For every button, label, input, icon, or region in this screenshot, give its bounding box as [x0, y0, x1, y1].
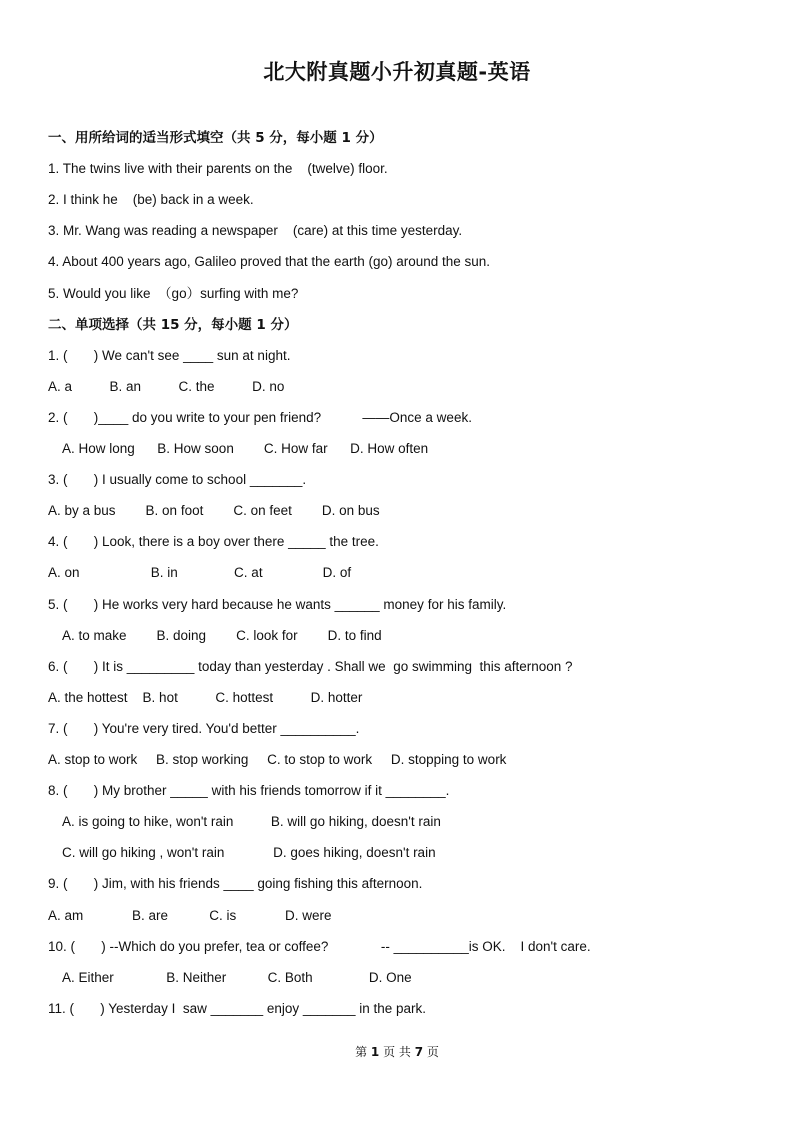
total-page-count: 7 [414, 1045, 424, 1059]
document-line: 2. ( )____ do you write to your pen friend? ——Once a week. [48, 409, 472, 425]
section-heading: 一、用所给词的适当形式填空（共 5 分，每小题 1 分） [48, 130, 383, 146]
document-line: A. am B. are C. is D. were [48, 907, 332, 923]
document-line: 6. ( ) It is _________ today than yesterday . Shall we go swimming this afternoon ? [48, 658, 573, 674]
document-line: A. a B. an C. the D. no [48, 378, 285, 394]
document-line: A. to make B. doing C. look for D. to find [62, 627, 382, 643]
document-line: 1. ( ) We can't see ____ sun at night. [48, 347, 291, 363]
page-footer [0, 1043, 794, 1060]
document-line: 3. Mr. Wang was reading a newspaper (care) at this time yesterday. [48, 223, 463, 239]
document-line: 10. ( ) --Which do you prefer, tea or coffee? -- __________is OK. I don't care. [48, 938, 591, 954]
document-line: 7. ( ) You're very tired. You'd better __________. [48, 720, 360, 736]
document-line: 9. ( ) Jim, with his friends ____ going fishing this afternoon. [48, 876, 423, 892]
document-line: 2. I think he (be) back in a week. [48, 192, 254, 208]
document-line: 5. Would you like （go）surfing with me? [48, 285, 299, 301]
footer-suffix: 页 [423, 1045, 439, 1059]
document-line: A. How long B. How soon C. How far D. How often [62, 441, 429, 456]
footer-middle: 页 共 [379, 1045, 415, 1059]
document-line: A. by a bus B. on foot C. on feet D. on bus [48, 503, 380, 519]
section-heading: 二、单项选择（共 15 分，每小题 1 分） [48, 316, 298, 333]
document-line: 1. The twins live with their parents on the (twelve) floor. [48, 161, 388, 177]
document-line: 8. ( ) My brother _____ with his friends tomorrow if it ________. [48, 783, 450, 799]
document-line: A. is going to hike, won't rain B. will go hiking, doesn't rain [62, 814, 441, 830]
document-line: 11. ( ) Yesterday I saw _______ enjoy _______ in the park. [48, 1000, 426, 1016]
document-line: A. the hottest B. hot C. hottest D. hotter [48, 689, 363, 705]
document-line: 4. About 400 years ago, Galileo proved that the earth (go) around the sun. [48, 254, 491, 270]
footer-prefix: 第 [355, 1045, 371, 1059]
document-line: C. will go hiking , won't rain D. goes hiking, doesn't rain [62, 845, 436, 861]
document-line: A. on B. in C. at D. of [48, 565, 352, 581]
document-line: 5. ( ) He works very hard because he wants ______ money for his family. [48, 596, 507, 612]
document-line: A. stop to work B. stop working C. to stop to work D. stopping to work [48, 752, 507, 767]
page-title: 北大附真题小升初真题-英语 [263, 60, 531, 84]
document-line: A. Either B. Neither C. Both D. One [62, 969, 412, 985]
document-line: 3. ( ) I usually come to school _______. [48, 472, 307, 488]
current-page-number: 1 [370, 1045, 380, 1059]
document-line: 4. ( ) Look, there is a boy over there _____ the tree. [48, 534, 379, 550]
